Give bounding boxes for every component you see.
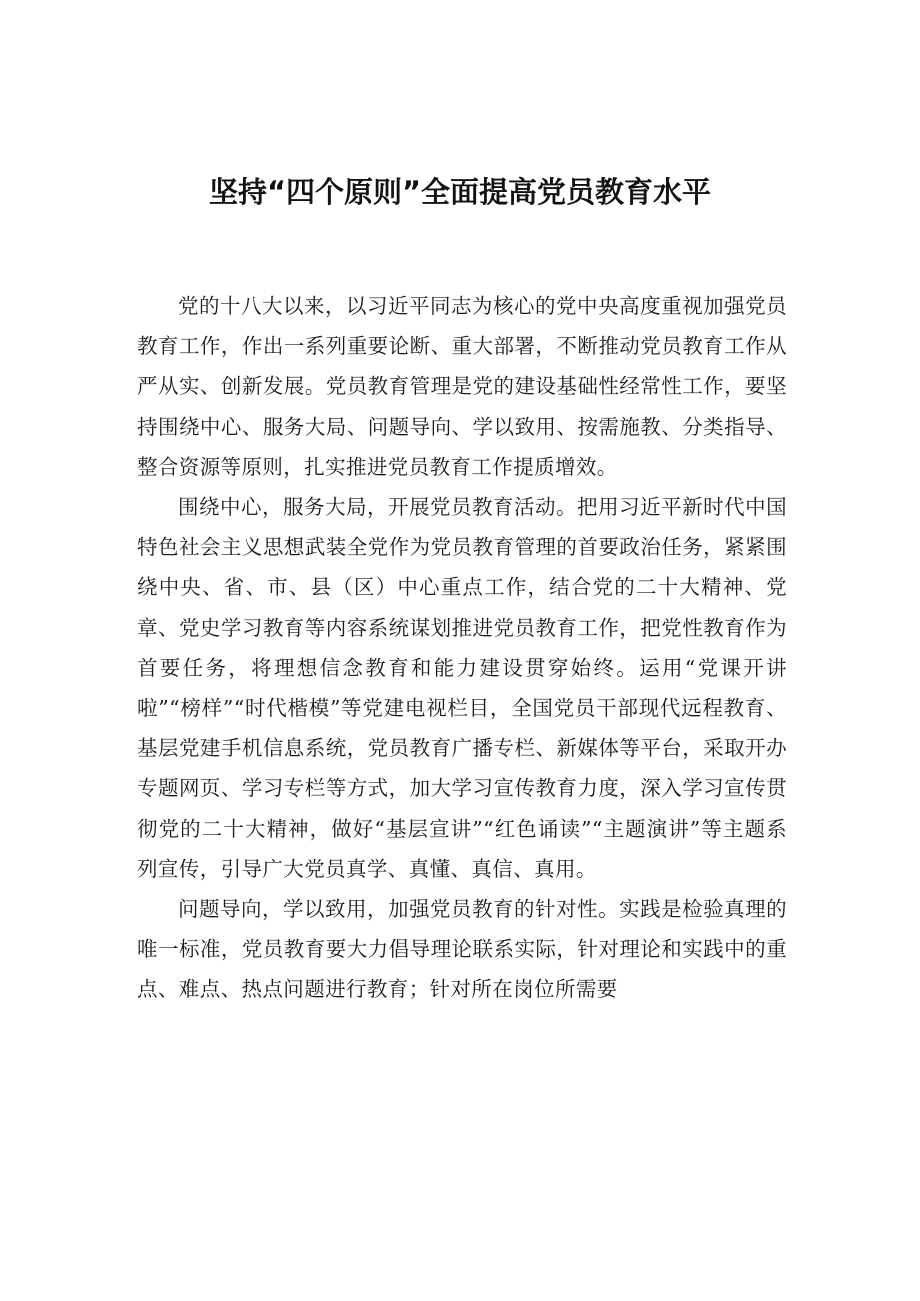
paragraph-2: 围绕中心，服务大局，开展党员教育活动。把用习近平新时代中国特色社会主义思想武装全党作为党员教育管理的首要政治任务，紧紧围绕中央、省、市、县（区）中心重点工作，结合党的二十大精神、党章、党史学习教育等内容系统谋划推进党员教育工作，把党性教育作为首要任务，将理想信念教育和能力建设贯穿始终。运用“党课开讲啦”“榜样”“时代楷模”等党建电视栏目，全国党员干部现代远程教育、基层党建手机信息系统，党员教育广播专栏、新媒体等平台，采取开办专题网页、学习专栏等方式，加大学习宣传教育力度，深入学习宣传贯彻党的二十大精神，做好“基层宣讲”“红色诵读”“主题演讲”等主题系列宣传，引导广大党员真学、真懂、真信、真用。 [137,495,787,881]
document-body [137,286,787,1010]
paragraph-3: 问题导向，学以致用，加强党员教育的针对性。实践是检验真理的唯一标准，党员教育要大力倡导理论联系实际，针对理论和实践中的重点、难点、热点问题进行教育；针对所在岗位所需要 [137,897,787,1002]
paragraph-1: 党的十八大以来，以习近平同志为核心的党中央高度重视加强党员教育工作，作出一系列重要论断、重大部署，不断推动党员教育工作从严从实、创新发展。党员教育管理是党的建设基础性经常性工作，要坚持围绕中心、服务大局、问题导向、学以致用、按需施教、分类指导、整合资源等原则，扎实推进党员教育工作提质增效。 [137,294,787,479]
document-title: 坚持“四个原则”全面提高党员教育水平 [208,175,712,209]
